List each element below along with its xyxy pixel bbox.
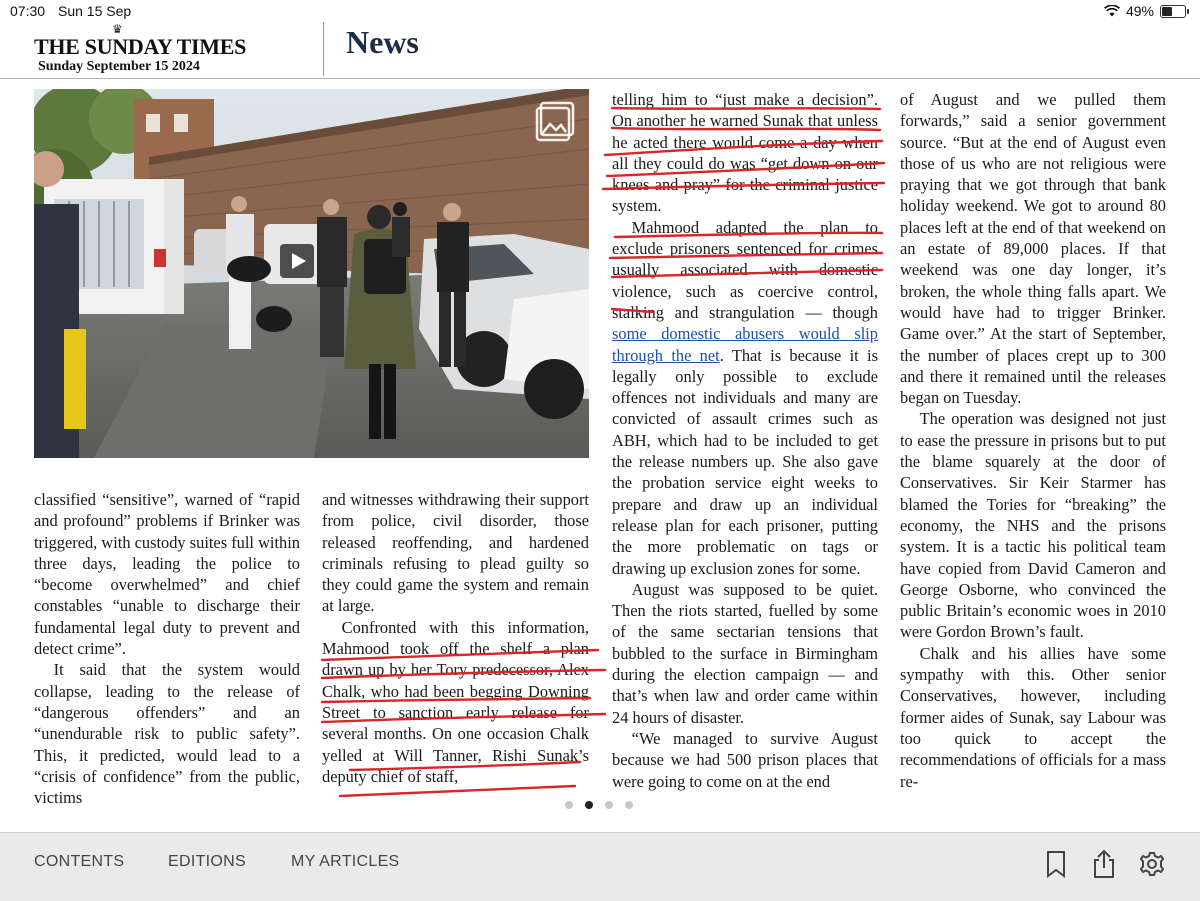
bottom-toolbar: [0, 832, 1200, 901]
paragraph: The operation was designed not just to ease the pressure in prisons but to put the blame squarely at the door of Conservatives. Sir Keir Starmer has blamed the Tories for “breaking” the economy, the NHS and the prisons system. It is a tactic his political team have copied from David Cameron and George Osborne, who convinced the public Britain’s economic woes in 2010 were Gordon Brown’s fault.: [900, 409, 1166, 642]
paragraph: “We managed to survive August because we had 500 prison places that were going to come on at the end: [612, 728, 878, 791]
page-dot[interactable]: [605, 801, 613, 809]
paragraph: It said that the system would collapse, leading to the release of “dangerous offenders” and an “unendurable risk to public safety”. This, it predicted, would lead to a “crisis of confidence” from the public, victims: [34, 660, 300, 808]
paragraph: Confronted with this information, Mahmood took off the shelf a plan drawn up by her Tory predecessor, Alex Chalk, who had been begging Downing Street to sanction early release for several months. On one occasion Chalk yelled at Will Tanner, Rishi Sunak’s deputy chief of staff,: [322, 617, 589, 786]
contents-button[interactable]: CONTENTS: [34, 853, 125, 870]
article-column-3: [612, 89, 878, 792]
status-right: [1104, 3, 1186, 19]
article-photo[interactable]: [34, 89, 589, 458]
paper-date: Sunday September 15 2024: [38, 59, 200, 74]
battery-icon: [1160, 5, 1186, 18]
paragraph: of August and we pulled them forwards,” said a senior government source. “But at the end of August even those of us who are not religious were praying that we got through that bank holiday weekend. We got to around 80 places left at the end of that weekend on an estate of 89,000 places. If that weekend was one day longer, it’s broken, the whole thing falls apart. We would have had to trigger Brinker. Game over.” At the start of September, the number of places crept up to 300 and there it remained until the releases began on Tuesday.: [900, 90, 1166, 408]
paragraph: classified “sensitive”, warned of “rapid and profound” problems if Brinker was triggered, with custody suites full within three days, leading the police to “become overwhelmed” and chief constables “unable to discharge their fundamental legal duty to prevent and detect crime”.: [34, 490, 300, 659]
status-date: Sun 15 Sep: [58, 3, 132, 19]
editions-button[interactable]: EDITIONS: [168, 853, 246, 870]
bookmark-icon: [1042, 849, 1070, 879]
paragraph: Chalk and his allies have some sympathy with this. Other senior Conservatives, however, including former aides of Sunak, say Labour was too quick to accept the recommendations of officials for a mass re-: [900, 643, 1166, 791]
paragraph-text: Mahmood adapted the plan to exclude prisoners sentenced for crimes usually associated with domestic violence, such as coercive control, stalking and strangulation — though: [612, 217, 878, 322]
article-inline-link[interactable]: some domestic abusers would slip through the net: [612, 324, 878, 365]
battery-fill: [1162, 7, 1172, 16]
paragraph-text: . That is because it is legally only possible to exclude offences not individuals and many are convicted of assault crimes such as ABH, which had to be included to get the release numbers up. She also gave the probation service eight weeks to prepare and draw up an individual release plan for each prisoner, putting the more problematic on tags or drawing up exclusion zones for some.: [612, 345, 878, 578]
share-button[interactable]: [1090, 849, 1118, 879]
masthead: [0, 22, 1200, 79]
settings-button[interactable]: [1138, 849, 1166, 879]
section-title: News: [346, 24, 419, 60]
paragraph: [612, 217, 878, 579]
settings-gear-icon: [1138, 849, 1166, 879]
page-indicator[interactable]: [565, 801, 633, 809]
status-bar: [0, 0, 1200, 22]
page-dot[interactable]: [565, 801, 573, 809]
my-articles-button[interactable]: MY ARTICLES: [291, 853, 400, 870]
page-dot-current[interactable]: [585, 801, 593, 809]
paragraph: telling him to “just make a decision”. On another he warned Sunak that unless he acted there would come a day when all they could do was “get down on our knees and pray” for the criminal justice system.: [612, 90, 878, 216]
paper-title[interactable]: THE SUNDAY TIMES: [34, 34, 247, 59]
article-column-4: [900, 89, 1166, 792]
bookmark-button[interactable]: [1042, 849, 1070, 879]
paragraph: August was supposed to be quiet. Then the riots started, fuelled by some of the same sectarian tensions that bubbled to the surface in Birmingham during the election campaign — and that’s when law and order came within 24 hours of disaster.: [612, 579, 878, 727]
wifi-icon: [1104, 5, 1120, 17]
share-icon: [1090, 849, 1118, 879]
battery-percent: 49%: [1125, 3, 1154, 19]
article-column-2: [322, 489, 589, 787]
play-icon[interactable]: [280, 244, 314, 278]
crest-icon: ♛: [112, 22, 123, 36]
paragraph: and witnesses withdrawing their support from police, civil disorder, those released reoffending, and hardened criminals refusing to plead guilty so they could game the system and remain at large.: [322, 490, 589, 616]
image-gallery-icon[interactable]: [534, 99, 578, 143]
status-time: 07:30: [10, 3, 46, 19]
article-column-1: [34, 489, 300, 808]
masthead-divider: [323, 22, 324, 76]
page-dot[interactable]: [625, 801, 633, 809]
